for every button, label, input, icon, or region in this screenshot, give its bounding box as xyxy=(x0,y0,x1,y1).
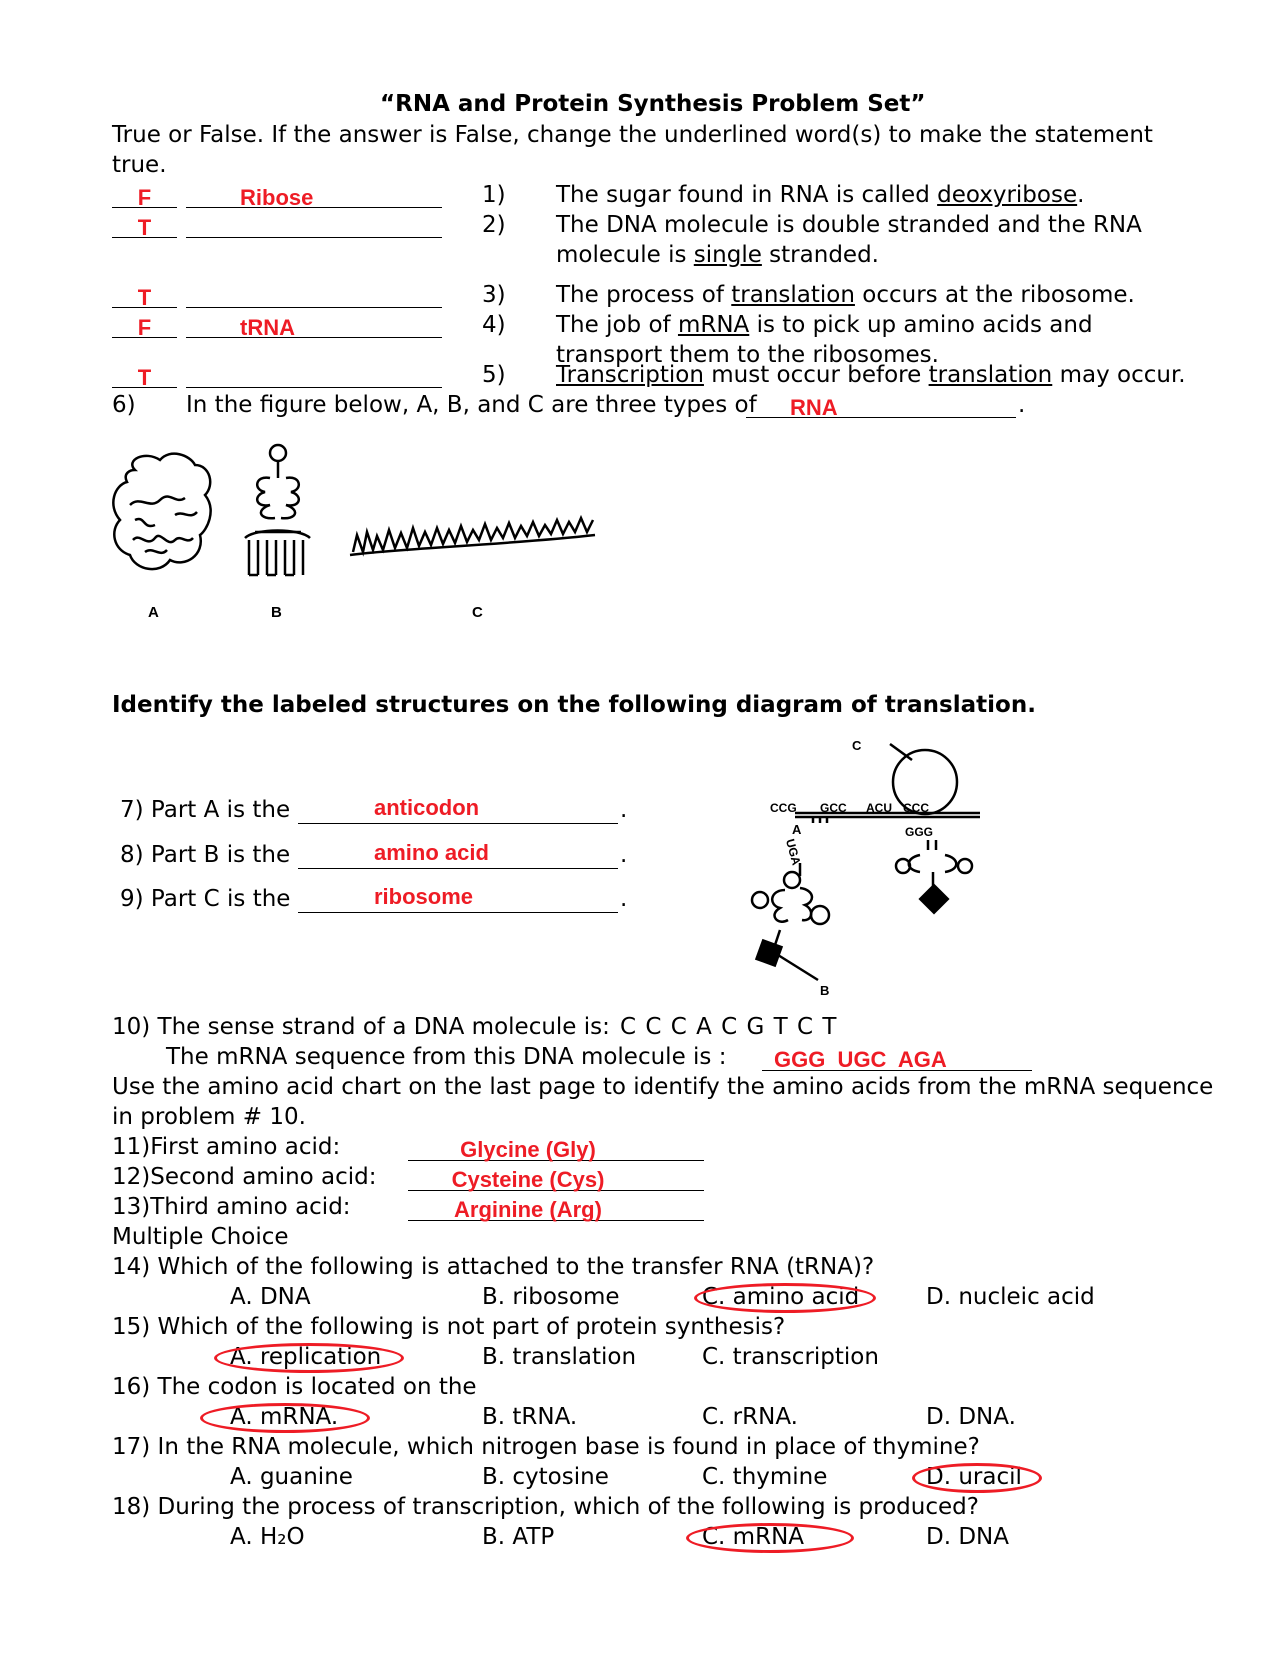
amino-chart-instructions-cont: in problem # 10. xyxy=(112,1104,306,1130)
amino-acid-answer-blank[interactable] xyxy=(408,1165,704,1191)
codon-2: GCC xyxy=(820,801,847,815)
figure-label-a: A xyxy=(148,604,159,621)
amino-acid-answer: Glycine (Gly) xyxy=(460,1137,596,1162)
mrna-structure-c xyxy=(350,518,595,555)
tf-text: The process of xyxy=(556,282,732,308)
multiple-choice-title: Multiple Choice xyxy=(112,1224,289,1250)
diagram-label-a: A xyxy=(792,822,802,837)
mc-option[interactable]: C. transcription xyxy=(702,1344,879,1370)
anticodon-1: UGA xyxy=(783,837,804,867)
tf-correction-blank[interactable] xyxy=(186,213,442,238)
amino-acid-question: 13)Third amino acid: xyxy=(112,1194,351,1220)
tf-correction: tRNA xyxy=(240,315,295,340)
tf-number: 2) xyxy=(482,212,506,238)
question-6-period: . xyxy=(1018,392,1026,418)
amino-acid-answer: Arginine (Arg) xyxy=(454,1197,602,1222)
part-answer-blank[interactable] xyxy=(298,797,618,824)
tf-text: stranded. xyxy=(761,242,879,268)
question-6-text: In the figure below, A, B, and C are three types of xyxy=(186,392,757,418)
question-10-text: 10) The sense strand of a DNA molecule is: xyxy=(112,1014,610,1040)
part-question: 9) Part C is the xyxy=(120,886,291,912)
page-title: “RNA and Protein Synthesis Problem Set” xyxy=(380,91,926,117)
tf-instructions-cont: true. xyxy=(112,152,167,178)
mc-option[interactable]: C. mRNA xyxy=(702,1524,805,1550)
amino-acid-question: 11)First amino acid: xyxy=(112,1134,341,1160)
tf-answer: F xyxy=(137,315,152,340)
tf-text: occurs at the ribosome. xyxy=(854,282,1135,308)
part-period: . xyxy=(620,797,628,823)
trna-structure-b xyxy=(245,445,310,575)
question-6-number: 6) xyxy=(112,392,136,418)
mc-option[interactable]: B. translation xyxy=(482,1344,637,1370)
tf-text: . xyxy=(1077,182,1085,208)
mc-option[interactable]: D. DNA xyxy=(926,1524,1009,1550)
question-10-mrna-prompt: The mRNA sequence from this DNA molecule is : xyxy=(166,1044,727,1070)
dna-sense-sequence: C C C A C G T C T xyxy=(620,1014,838,1040)
part-period: . xyxy=(620,886,628,912)
amino-acid-question: 12)Second amino acid: xyxy=(112,1164,377,1190)
question-6-answer-blank[interactable] xyxy=(746,393,1016,418)
rna-types-figure xyxy=(105,440,645,630)
tf-statement xyxy=(556,310,1093,340)
tf-answer: T xyxy=(137,365,152,390)
part-answer: amino acid xyxy=(374,840,489,865)
tf-text: must occur before xyxy=(703,362,929,388)
tf-underlined-word: mRNA xyxy=(677,312,750,338)
amino-acid-answer-blank[interactable] xyxy=(408,1135,704,1161)
tf-underlined-word: translation xyxy=(731,282,855,308)
mc-option[interactable]: A. H₂O xyxy=(230,1524,305,1550)
translation-section-title: Identify the labeled structures on the following diagram of translation. xyxy=(112,692,1036,718)
figure-label-c: C xyxy=(472,604,483,621)
mc-question: 18) During the process of transcription, which of the following is produced? xyxy=(112,1494,979,1520)
tf-answer-blank[interactable] xyxy=(112,183,177,208)
question-10-answer: GGG UGC AGA xyxy=(774,1047,947,1072)
tf-statement xyxy=(556,210,1142,240)
part-question: 8) Part B is the xyxy=(120,842,291,868)
mc-option[interactable]: B. tRNA. xyxy=(482,1404,578,1430)
mc-option[interactable]: B. cytosine xyxy=(482,1464,609,1490)
question-6-answer: RNA xyxy=(790,395,838,420)
amino-acid-answer-blank[interactable] xyxy=(408,1195,704,1221)
tf-answer: T xyxy=(137,215,152,240)
amino-chart-instructions: Use the amino acid chart on the last page to identify the amino acids from the mRNA sequence xyxy=(112,1074,1214,1100)
tf-answer-blank[interactable] xyxy=(112,313,177,338)
codon-4: CCC xyxy=(903,801,929,815)
tf-number: 3) xyxy=(482,282,506,308)
mc-option[interactable]: D. nucleic acid xyxy=(926,1284,1095,1310)
diagram-label-c: C xyxy=(852,738,862,753)
mc-question: 14) Which of the following is attached to the transfer RNA (tRNA)? xyxy=(112,1254,875,1280)
tf-answer: T xyxy=(137,285,152,310)
tf-number: 5) xyxy=(482,362,506,388)
amino-acid-block-1 xyxy=(755,939,783,967)
mc-answer-circle xyxy=(200,1403,370,1433)
mc-answer-circle xyxy=(686,1523,854,1553)
mc-option[interactable]: A. DNA xyxy=(230,1284,311,1310)
mc-option[interactable]: A. guanine xyxy=(230,1464,353,1490)
question-10-answer-blank[interactable] xyxy=(762,1045,1032,1071)
part-answer: anticodon xyxy=(374,795,480,820)
part-period: . xyxy=(620,842,628,868)
part-question: 7) Part A is the xyxy=(120,797,291,823)
mc-option[interactable]: C. rRNA. xyxy=(702,1404,798,1430)
tf-answer-blank[interactable] xyxy=(112,363,177,388)
tf-underlined-word: single xyxy=(693,242,762,268)
amino-acid-block-2 xyxy=(918,883,949,914)
tf-text: The DNA molecule is double stranded and the RNA xyxy=(556,212,1142,238)
tf-number: 1) xyxy=(482,182,506,208)
tf-answer: F xyxy=(137,185,152,210)
mc-question: 15) Which of the following is not part of protein synthesis? xyxy=(112,1314,786,1340)
mc-question: 17) In the RNA molecule, which nitrogen base is found in place of thymine? xyxy=(112,1434,980,1460)
mc-option[interactable]: D. DNA. xyxy=(926,1404,1016,1430)
part-answer-blank[interactable] xyxy=(298,842,618,869)
tf-text: transport them to the ribosomes. xyxy=(556,342,939,368)
tf-correction-blank[interactable] xyxy=(186,313,442,338)
tf-underlined-word: Transcription xyxy=(556,362,704,388)
tf-instructions: True or False. If the answer is False, change the underlined word(s) to make the statement xyxy=(112,122,1153,148)
tf-text: is to pick up amino acids and xyxy=(749,312,1093,338)
tf-text: may occur. xyxy=(1052,362,1186,388)
tf-underlined-word: translation xyxy=(928,362,1053,388)
figure-label-b: B xyxy=(271,604,282,621)
part-answer: ribosome xyxy=(374,884,474,909)
tf-statement-cont xyxy=(556,240,879,270)
mc-option[interactable]: C. amino acid xyxy=(702,1284,860,1310)
tf-text: molecule is xyxy=(556,242,694,268)
tf-correction-blank[interactable] xyxy=(186,283,442,308)
rrna-structure-a xyxy=(113,454,210,569)
diagram-label-b: B xyxy=(820,983,830,998)
tf-statement xyxy=(556,280,1135,310)
tf-statement xyxy=(556,360,1186,390)
tf-correction-blank[interactable] xyxy=(186,363,442,388)
mc-option[interactable]: C. thymine xyxy=(702,1464,828,1490)
mc-answer-circle xyxy=(912,1463,1042,1493)
tf-underlined-word: deoxyribose xyxy=(937,182,1078,208)
part-answer-blank[interactable] xyxy=(298,886,618,913)
codon-1: CCG xyxy=(770,801,797,815)
tf-number: 4) xyxy=(482,312,506,338)
tf-text: The sugar found in RNA is called xyxy=(556,182,938,208)
mc-question: 16) The codon is located on the xyxy=(112,1374,477,1400)
tf-correction: Ribose xyxy=(240,185,314,210)
translation-diagram xyxy=(740,730,1020,1010)
tf-answer-blank[interactable] xyxy=(112,213,177,238)
tf-text: The job of xyxy=(556,312,678,338)
amino-acid-answer: Cysteine (Cys) xyxy=(451,1167,605,1192)
mc-option[interactable]: B. ribosome xyxy=(482,1284,620,1310)
mc-option[interactable]: A. mRNA. xyxy=(230,1404,339,1430)
tf-statement xyxy=(556,180,1084,210)
mc-option[interactable]: B. ATP xyxy=(482,1524,555,1550)
mc-answer-circle xyxy=(694,1283,876,1313)
tf-correction-blank[interactable] xyxy=(186,183,442,208)
mc-option[interactable]: D. uracil xyxy=(926,1464,1022,1490)
mc-answer-circle xyxy=(214,1343,404,1373)
codon-3: ACU xyxy=(866,801,892,815)
anticodon-2: GGG xyxy=(905,825,934,839)
tf-answer-blank[interactable] xyxy=(112,283,177,308)
mc-option[interactable]: A. replication xyxy=(230,1344,382,1370)
